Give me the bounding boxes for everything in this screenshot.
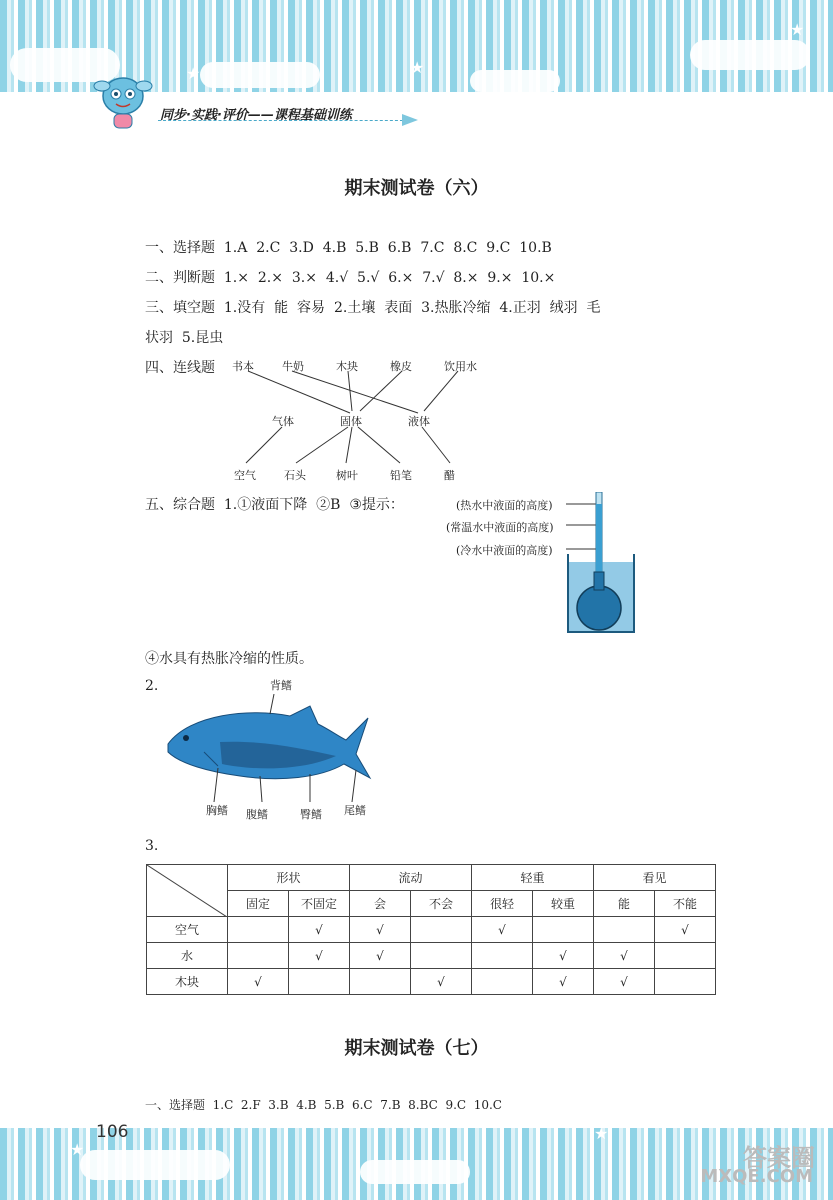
match-mid-item: 气体 bbox=[272, 415, 294, 428]
table-subheader: 能 bbox=[594, 891, 655, 917]
table-cell: √ bbox=[655, 917, 716, 943]
star-icon: ★ bbox=[594, 1124, 609, 1143]
cloud-decoration bbox=[200, 62, 320, 88]
table-row bbox=[147, 969, 716, 995]
table-cell: √ bbox=[533, 943, 594, 969]
cloud-decoration bbox=[470, 70, 560, 92]
table-cell bbox=[289, 969, 350, 995]
table-subheader: 不能 bbox=[655, 891, 716, 917]
match-bottom-item: 空气 bbox=[234, 469, 256, 482]
table-group-header: 流动 bbox=[350, 865, 472, 891]
star-icon: ★ bbox=[186, 64, 201, 83]
properties-table bbox=[146, 864, 716, 995]
match-bottom-item: 铅笔 bbox=[390, 469, 412, 482]
table-cell: √ bbox=[350, 917, 411, 943]
table-cell bbox=[411, 943, 472, 969]
fish-label-dorsal: 背鳍 bbox=[270, 679, 292, 692]
table-cell: √ bbox=[594, 969, 655, 995]
match-mid-item: 固体 bbox=[340, 415, 362, 428]
cloud-decoration bbox=[690, 40, 810, 70]
cloud-decoration bbox=[360, 1160, 470, 1184]
table-cell: √ bbox=[411, 969, 472, 995]
header-divider bbox=[158, 120, 408, 121]
table-cell: √ bbox=[533, 969, 594, 995]
comprehensive-q1-4: ④水具有热胀冷缩的性质。 bbox=[145, 651, 313, 667]
table-group-header: 看见 bbox=[594, 865, 716, 891]
table-row bbox=[147, 943, 716, 969]
cloud-decoration bbox=[80, 1150, 230, 1180]
mascot-icon bbox=[92, 72, 154, 134]
fish-label-anal: 臀鳍 bbox=[300, 808, 322, 821]
watermark-url: MXQE.COM bbox=[700, 1166, 813, 1187]
match-bottom-item: 树叶 bbox=[336, 469, 358, 482]
table-group-header: 轻重 bbox=[472, 865, 594, 891]
table-cell bbox=[411, 917, 472, 943]
table-cell bbox=[350, 969, 411, 995]
comprehensive-q2: 2. bbox=[145, 678, 159, 694]
star-icon: ★ bbox=[790, 20, 805, 39]
table-subheader: 较重 bbox=[533, 891, 594, 917]
table-cell bbox=[472, 969, 533, 995]
match-top-item: 牛奶 bbox=[282, 360, 304, 373]
match-bottom-item: 醋 bbox=[444, 469, 455, 482]
table-subheader: 不会 bbox=[411, 891, 472, 917]
series-title: 同步·实践·评价——课程基础训练 bbox=[160, 108, 352, 123]
page-number: 106 bbox=[96, 1122, 129, 1142]
matching-label: 四、连线题 bbox=[145, 360, 215, 376]
section-title-7: 期末测试卷（七） bbox=[344, 1038, 489, 1059]
match-mid-item: 液体 bbox=[408, 415, 430, 428]
table-cell: √ bbox=[350, 943, 411, 969]
table-row-name: 木块 bbox=[147, 969, 228, 995]
answer-fill-cont: 状羽 5.昆虫 bbox=[145, 330, 224, 346]
table-subheader-row bbox=[147, 891, 716, 917]
comprehensive-q1: 五、综合题 1.①液面下降 ②B ③提示： bbox=[145, 497, 404, 513]
fish-figure bbox=[160, 694, 372, 802]
table-row-name: 水 bbox=[147, 943, 228, 969]
watermark-logo: 答案圈 bbox=[743, 1144, 815, 1172]
beaker-label-room: (常温水中液面的高度) bbox=[446, 521, 554, 534]
answer-choice-7: 一、选择题 1.C 2.F 3.B 4.B 5.B 6.C 7.B 8.BC 9.C 10.C bbox=[145, 1098, 502, 1112]
table-cell bbox=[228, 917, 289, 943]
table-cell bbox=[472, 943, 533, 969]
arrow-icon bbox=[402, 114, 418, 126]
table-corner bbox=[147, 865, 228, 917]
table-cell: √ bbox=[289, 943, 350, 969]
table-cell bbox=[228, 943, 289, 969]
table-cell: √ bbox=[594, 943, 655, 969]
beaker-label-hot: (热水中液面的高度) bbox=[456, 499, 553, 512]
star-icon: ★ bbox=[410, 58, 425, 77]
beaker-flask-figure bbox=[566, 492, 636, 634]
fish-label-tail: 尾鳍 bbox=[344, 804, 366, 817]
table-row-name: 空气 bbox=[147, 917, 228, 943]
table-cell: √ bbox=[289, 917, 350, 943]
star-icon: ★ bbox=[70, 1140, 85, 1159]
match-top-item: 书本 bbox=[232, 360, 254, 373]
section-title-6: 期末测试卷（六） bbox=[344, 178, 489, 199]
answer-judge: 二、判断题 1.× 2.× 3.× 4.√ 5.√ 6.× 7.√ 8.× 9.× 10.× bbox=[145, 270, 556, 286]
table-group-header: 形状 bbox=[228, 865, 350, 891]
answer-fill: 三、填空题 1.没有 能 容易 2.土壤 表面 3.热胀冷缩 4.正羽 绒羽 毛 bbox=[145, 300, 601, 316]
table-subheader: 很轻 bbox=[472, 891, 533, 917]
match-top-item: 橡皮 bbox=[390, 360, 412, 373]
table-subheader: 会 bbox=[350, 891, 411, 917]
match-top-item: 木块 bbox=[336, 360, 358, 373]
table-cell bbox=[655, 969, 716, 995]
table-cell: √ bbox=[228, 969, 289, 995]
fish-label-pectoral: 胸鳍 bbox=[206, 804, 228, 817]
table-subheader: 不固定 bbox=[289, 891, 350, 917]
table-cell bbox=[655, 943, 716, 969]
table-cell bbox=[594, 917, 655, 943]
fish-label-ventral: 腹鳍 bbox=[246, 808, 268, 821]
table-cell bbox=[533, 917, 594, 943]
comprehensive-q3: 3. bbox=[145, 838, 159, 854]
table-subheader: 固定 bbox=[228, 891, 289, 917]
beaker-label-cold: (冷水中液面的高度) bbox=[456, 544, 553, 557]
answer-choice: 一、选择题 1.A 2.C 3.D 4.B 5.B 6.B 7.C 8.C 9.C 10.B bbox=[145, 240, 552, 256]
table-cell: √ bbox=[472, 917, 533, 943]
match-top-item: 饮用水 bbox=[444, 360, 477, 373]
table-row bbox=[147, 917, 716, 943]
match-bottom-item: 石头 bbox=[284, 469, 306, 482]
table-header-row bbox=[147, 865, 716, 891]
